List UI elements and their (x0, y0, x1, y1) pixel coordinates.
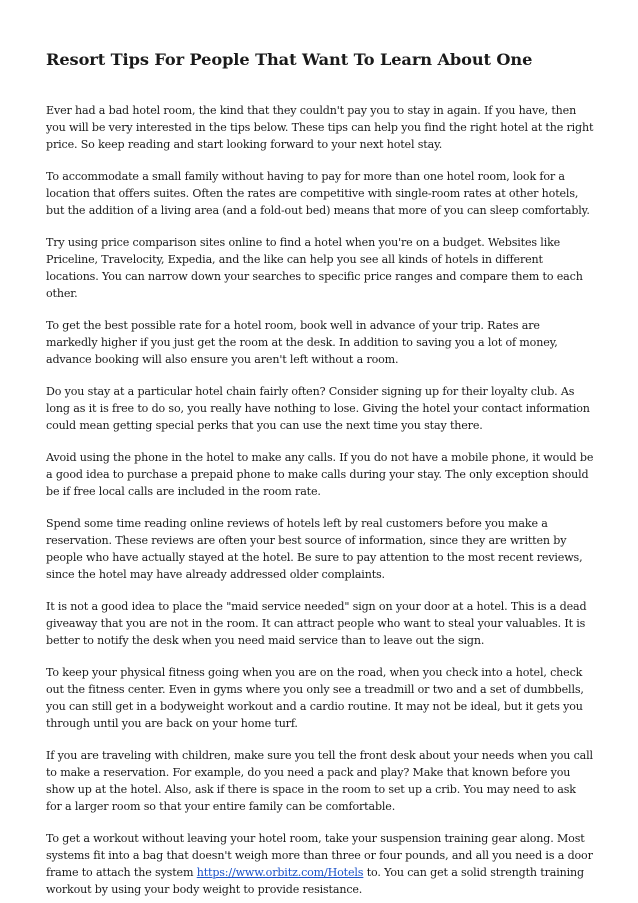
paragraph-10: If you are traveling with children, make sure you tell the front desk about your needs when you call to make a reservation. For example, do you need a pack and play? Make that known before you show up at the hotel. Also, ask if there is space in the room to set up a crib. You may need to ask for a larger room so that your entire family can be comfortable. (46, 749, 593, 813)
paragraph-1: Ever had a bad hotel room, the kind that they couldn't pay you to stay in again. If you have, then you will be very interested in the tips below. These tips can help you find the right hotel at the right price. So keep reading and start looking forward to your next hotel stay. (46, 104, 594, 151)
paragraph-11-text-end: to. You can get a solid strength training workout by using your body weight to provide resistance. (46, 866, 584, 896)
orbitz-hotels-link[interactable]: https://www.orbitz.com/Hotels (196, 866, 364, 879)
paragraph-5: Do you stay at a particular hotel chain fairly often? Consider signing up for their loyalty club. As long as it is free to do so, you really have nothing to lose. Giving the hotel your contact information could mean getting special perks that you can use the next time you stay there. (46, 385, 590, 432)
paragraph-11-text-start: To get a workout without leaving your hotel room, take your suspension training gear along. Most systems fit into a bag that doesn't weigh more than three or four pounds, and all you need is a door frame to attach the system (46, 832, 593, 879)
paragraph-9: To keep your physical fitness going when you are on the road, when you check into a hotel, check out the fitness center. Even in gyms where you only see a treadmill or two and a set of dumbbells, you can still get in a bodyweight workout and a cardio routine. It may not be ideal, but it gets you through until you are back on your home turf. (46, 666, 584, 730)
paragraph-3: Try using price comparison sites online to find a hotel when you're on a budget. Websites like Priceline, Travelocity, Expedia, and the like can help you see all kinds of hotels in different locations. You can narrow down your searches to specific price ranges and compare them to each other. (46, 236, 583, 300)
paragraph-6: Avoid using the phone in the hotel to make any calls. If you do not have a mobile phone, it would be a good idea to purchase a prepaid phone to make calls during your stay. The only exception should be if free local calls are included in the room rate. (46, 451, 594, 498)
document-title: Resort Tips For People That Want To Learn About One (46, 50, 533, 69)
paragraph-7: Spend some time reading online reviews of hotels left by real customers before you make a reservation. These reviews are often your best source of information, since they are written by people who have actually stayed at the hotel. Be sure to pay attention to the most recent reviews, since the hotel may have already addressed older complaints. (46, 517, 583, 581)
paragraph-2: To accommodate a small family without having to pay for more than one hotel room, look for a location that offers suites. Often the rates are competitive with single-room rates at other hotels, but the addition of a living area (and a fold-out bed) means that more of you can sleep comfortably. (46, 170, 590, 217)
paragraph-8: It is not a good idea to place the "maid service needed" sign on your door at a hotel. This is a dead giveaway that you are not in the room. It can attract people who want to steal your valuables. It is better to notify the desk when you need maid service than to leave out the sign. (46, 600, 587, 647)
paragraph-11 (46, 830, 594, 898)
paragraph-4: To get the best possible rate for a hotel room, book well in advance of your trip. Rates are markedly higher if you just get the room at the desk. In addition to saving you a lot of money, advance booking will also ensure you aren't left without a room. (46, 319, 558, 366)
